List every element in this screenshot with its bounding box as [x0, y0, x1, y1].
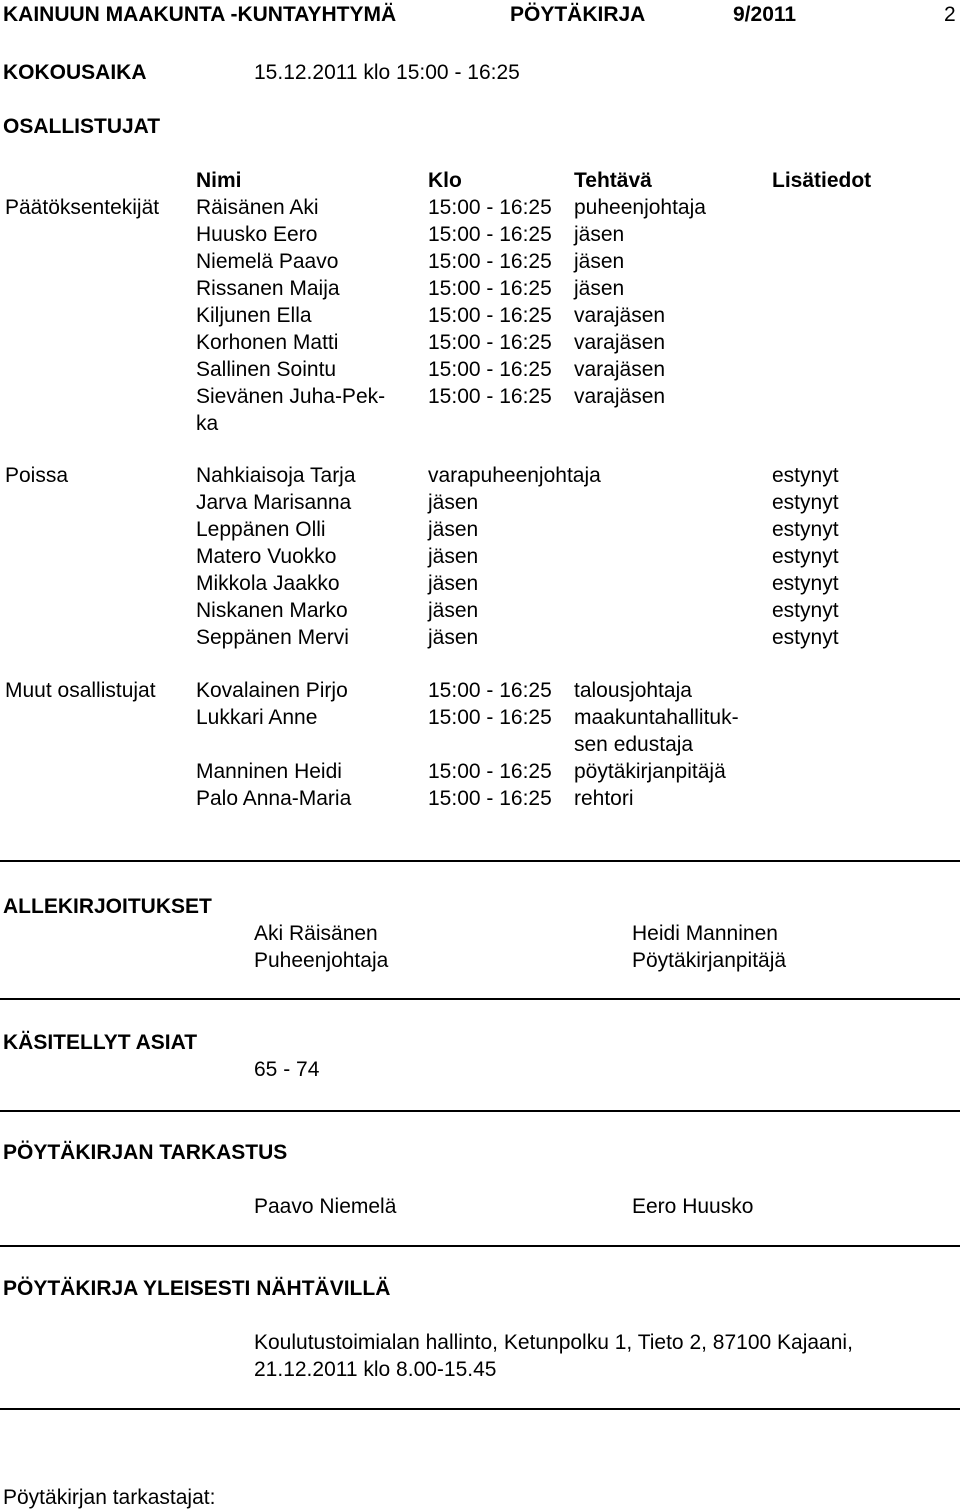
decision-makers-label: Päätöksentekijät	[5, 196, 160, 219]
participant-name: Räisänen Aki	[196, 196, 319, 219]
public-display-time: 21.12.2011 klo 8.00-15.45	[254, 1358, 497, 1381]
reviewer-name: Eero Huusko	[632, 1195, 754, 1218]
other-participant-role: talousjohtaja	[574, 679, 692, 702]
participant-role: varajäsen	[574, 358, 666, 381]
absent-role: jäsen	[428, 545, 479, 568]
other-participant-time: 15:00 - 16:25	[428, 787, 552, 810]
absent-role: jäsen	[428, 518, 479, 541]
review-title: PÖYTÄKIRJAN TARKASTUS	[3, 1141, 288, 1164]
participant-time: 15:00 - 16:25	[428, 358, 552, 381]
section-divider	[0, 998, 960, 1000]
absent-info: estynyt	[772, 626, 839, 649]
absent-role: jäsen	[428, 491, 479, 514]
section-divider	[0, 860, 960, 862]
other-participant-name: Kovalainen Pirjo	[196, 679, 348, 702]
absent-role: jäsen	[428, 572, 479, 595]
column-header-time: Klo	[428, 169, 462, 192]
participants-title: OSALLISTUJAT	[3, 115, 161, 138]
other-participant-time: 15:00 - 16:25	[428, 760, 552, 783]
participant-time: 15:00 - 16:25	[428, 250, 552, 273]
absent-role: jäsen	[428, 599, 479, 622]
items-title: KÄSITELLYT ASIAT	[3, 1031, 198, 1054]
absent-name: Nahkiaisoja Tarja	[196, 464, 356, 487]
meeting-time-value: 15.12.2011 klo 15:00 - 16:25	[254, 61, 520, 84]
signature-secretary-name: Heidi Manninen	[632, 922, 778, 945]
absent-info: estynyt	[772, 464, 839, 487]
other-participant-role: pöytäkirjanpitäjä	[574, 760, 726, 783]
public-display-title: PÖYTÄKIRJA YLEISESTI NÄHTÄVILLÄ	[3, 1277, 391, 1300]
section-divider	[0, 1110, 960, 1112]
absent-info: estynyt	[772, 491, 839, 514]
column-header-name: Nimi	[196, 169, 242, 192]
participant-name: Niemelä Paavo	[196, 250, 339, 273]
absent-role: varapuheenjohtaja	[428, 464, 601, 487]
column-header-info: Lisätiedot	[772, 169, 872, 192]
organization-name: KAINUUN MAAKUNTA -KUNTAYHTYMÄ	[3, 3, 397, 26]
absent-name: Seppänen Mervi	[196, 626, 349, 649]
document-type: PÖYTÄKIRJA	[510, 3, 646, 26]
items-range: 65 - 74	[254, 1058, 320, 1081]
other-participant-time: 15:00 - 16:25	[428, 679, 552, 702]
other-participant-role-continued: sen edustaja	[574, 733, 694, 756]
participant-role: jäsen	[574, 250, 625, 273]
other-participant-name: Palo Anna-Maria	[196, 787, 352, 810]
absent-info: estynyt	[772, 545, 839, 568]
participant-name: Sievänen Juha-Pek-	[196, 385, 386, 408]
absent-info: estynyt	[772, 599, 839, 622]
absent-name: Mikkola Jaakko	[196, 572, 340, 595]
absent-label: Poissa	[5, 464, 69, 487]
participant-name-continued: ka	[196, 412, 219, 435]
participant-role: varajäsen	[574, 331, 666, 354]
other-participant-role: maakuntahallituk-	[574, 706, 739, 729]
other-participant-name: Lukkari Anne	[196, 706, 318, 729]
participant-name: Kiljunen Ella	[196, 304, 312, 327]
section-divider	[0, 1408, 960, 1410]
participant-role: jäsen	[574, 223, 625, 246]
participant-time: 15:00 - 16:25	[428, 304, 552, 327]
meeting-time-label: KOKOUSAIKA	[3, 61, 147, 84]
absent-name: Niskanen Marko	[196, 599, 348, 622]
public-display-location: Koulutustoimialan hallinto, Ketunpolku 1, Tieto 2, 87100 Kajaani,	[254, 1331, 853, 1354]
signature-secretary-role: Pöytäkirjanpitäjä	[632, 949, 787, 972]
participant-name: Huusko Eero	[196, 223, 318, 246]
participant-time: 15:00 - 16:25	[428, 223, 552, 246]
participant-name: Sallinen Sointu	[196, 358, 337, 381]
absent-name: Leppänen Olli	[196, 518, 326, 541]
reviewers-footer-label: Pöytäkirjan tarkastajat:	[3, 1486, 216, 1509]
absent-info: estynyt	[772, 572, 839, 595]
participant-role: jäsen	[574, 277, 625, 300]
other-participant-role: rehtori	[574, 787, 634, 810]
section-divider	[0, 1245, 960, 1247]
column-header-role: Tehtävä	[574, 169, 652, 192]
participant-role: puheenjohtaja	[574, 196, 706, 219]
participant-role: varajäsen	[574, 304, 666, 327]
participant-time: 15:00 - 16:25	[428, 277, 552, 300]
participant-name: Korhonen Matti	[196, 331, 339, 354]
participant-time: 15:00 - 16:25	[428, 385, 552, 408]
page-number: 2	[944, 3, 956, 26]
absent-info: estynyt	[772, 518, 839, 541]
absent-name: Matero Vuokko	[196, 545, 337, 568]
participant-role: varajäsen	[574, 385, 666, 408]
signature-chair-name: Aki Räisänen	[254, 922, 378, 945]
participant-name: Rissanen Maija	[196, 277, 340, 300]
participant-time: 15:00 - 16:25	[428, 196, 552, 219]
others-label: Muut osallistujat	[5, 679, 156, 702]
absent-name: Jarva Marisanna	[196, 491, 352, 514]
absent-role: jäsen	[428, 626, 479, 649]
participant-time: 15:00 - 16:25	[428, 331, 552, 354]
signature-chair-role: Puheenjohtaja	[254, 949, 389, 972]
reviewer-name: Paavo Niemelä	[254, 1195, 397, 1218]
document-number: 9/2011	[733, 3, 797, 26]
other-participant-time: 15:00 - 16:25	[428, 706, 552, 729]
other-participant-name: Manninen Heidi	[196, 760, 342, 783]
signatures-title: ALLEKIRJOITUKSET	[3, 895, 212, 918]
